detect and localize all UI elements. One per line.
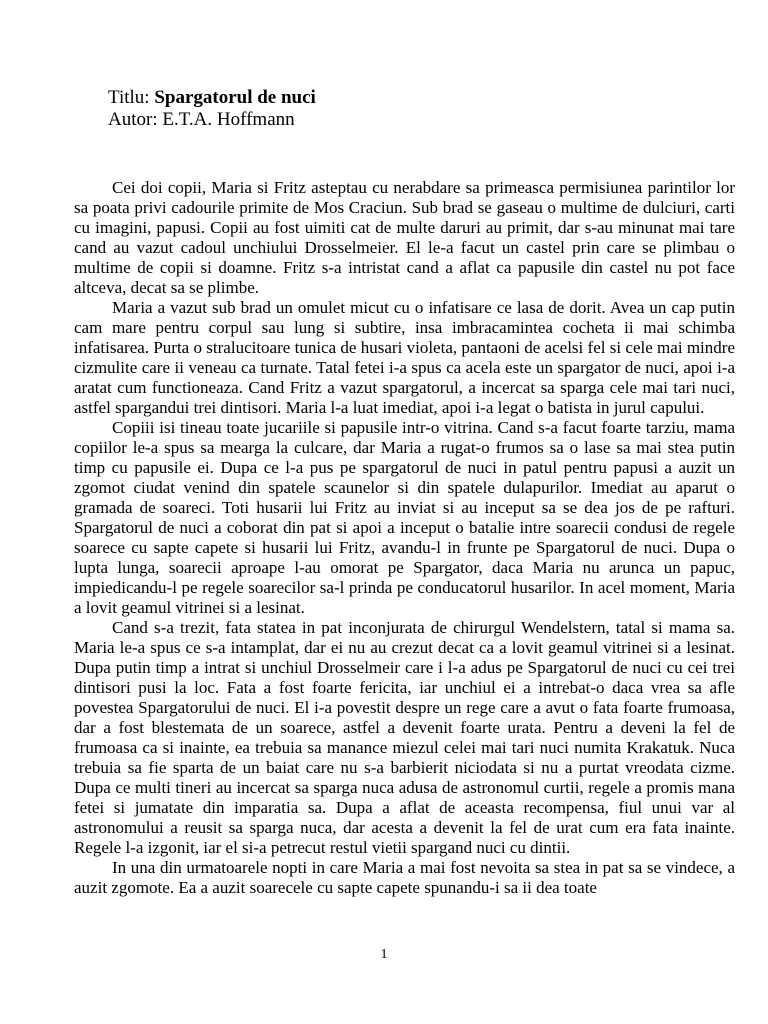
paragraph-3: Copiii isi tineau toate jucariile si papusile intr-o vitrina. Cand s-a facut foarte tarziu, mama copiilor le-a spus sa mearga la culcare, dar Maria a rugat-o frumos sa o lase sa mai stea putin timp cu papusile ei. Dupa ce l-a pus pe spargatorul de nuci in patul pentru papusi a auzit un zgomot ciudat venind din spatele scaunelor si din spatele dulapurilor. Imediat au aparut o gramada de soareci. Toti husarii lui Fritz au inviat si au inceput sa se dea jos de pe rafturi. Spargatorul de nuci a coborat din pat si apoi a inceput o batalie intre soarecii condusi de regele soarece cu sapte capete si husarii lui Fritz, avandu-l in frunte pe Spargatorul de nuci. Dupa o lupta lunga, soarecii aproape l-au omorat pe Spargator, daca Maria nu arunca un papuc, impiedicandu-l pe regele soarecilor sa-l prinda pe conducatorul husarilor. In acel moment, Maria a lovit geamul vitrinei si a lesinat. <box>74 418 735 617</box>
paragraph-4: Cand s-a trezit, fata statea in pat inconjurata de chirurgul Wendelstern, tatal si mama sa. Maria le-a spus ce s-a intamplat, dar ei nu au crezut decat ca a lovit geamul vitrinei si a lesinat. Dupa putin timp a intrat si unchiul Drosselmeir care i l-a adus pe Spargatorul de nuci cu cei trei dintisori pusi la loc. Fata a fost foarte fericita, iar unchiul ei a intrebat-o daca vrea sa afle povestea Spargatorului de nuci. El i-a povestit despre un rege care a avut o fata foarte frumoasa, dar a fost blestemata de un soarece, astfel a devenit foarte urata. Pentru a deveni la fel de frumoasa ca si inainte, ea trebuia sa manance miezul celei mai tari nuci numita Krakatuk. Nuca trebuia sa fie sparta de un baiat care nu s-a barbierit niciodata si nu a purtat vreodata cizme. Dupa ce multi tineri au incercat sa sparga nuca adusa de astronomul curtii, regele a promis mana fetei si jumatate din imparatia sa. Dupa a aflat de aceasta recompensa, fiul unui var al astronomului a reusit sa sparga nuca, dar acesta a devenit la fel de urat cum era fata inainte. Regele l-a izgonit, iar el si-a petrecut restul vietii spargand nuci cu dintii. <box>74 618 735 857</box>
paragraph-5: In una din urmatoarele nopti in care Maria a mai fost nevoita sa stea in pat sa se vindece, a auzit zgomote. Ea a auzit soarecele cu sapte capete spunandu-i sa ii dea toate <box>74 858 735 897</box>
title-label: Titlu: <box>108 87 155 108</box>
page-number: 1 <box>380 947 388 962</box>
paragraph-2: Maria a vazut sub brad un omulet micut cu o infatisare ce lasa de dorit. Avea un cap putin cam mare pentru corpul sau lung si subtire, insa imbracamintea cocheta ii mai schimba infatisarea. Purta o stralucitoare tunica de husari violeta, pantaoni de acelsi fel si cele mai mindre cizmulite care ii veneau ca turnate. Tatal fetei i-a spus ca acela este un spargator de nuci, apoi i-a aratat cum functioneaza. Cand Fritz a vazut spargatorul, a incercat sa sparga cele mai tari nuci, astfel spargandui trei dintisori. Maria l-a luat imediat, apoi i-a legat o batista in jurul capului. <box>74 298 735 417</box>
story-text <box>74 178 735 898</box>
author-line <box>108 109 316 131</box>
document-header <box>108 87 316 131</box>
paragraph-1: Cei doi copii, Maria si Fritz asteptau cu nerabdare sa primeasca permisiunea parintilor lor sa poata privi cadourile primite de Mos Craciun. Sub brad se gaseau o multime de dulciuri, carti cu imagini, papusi. Copii au fost uimiti cat de multe daruri au primit, dar s-au minunat mai tare cand au vazut cadoul unchiului Drosselmeier. El le-a facut un castel prin care se plimbau o multime de copii si doamne. Fritz s-a intristat cand a aflat ca papusile din castel nu pot face altceva, decat sa se plimbe. <box>74 178 735 297</box>
title-line <box>108 87 316 109</box>
author-value: E.T.A. Hoffmann <box>162 109 295 130</box>
author-label: Autor: <box>108 109 163 130</box>
title-value: Spargatorul de nuci <box>154 87 316 108</box>
